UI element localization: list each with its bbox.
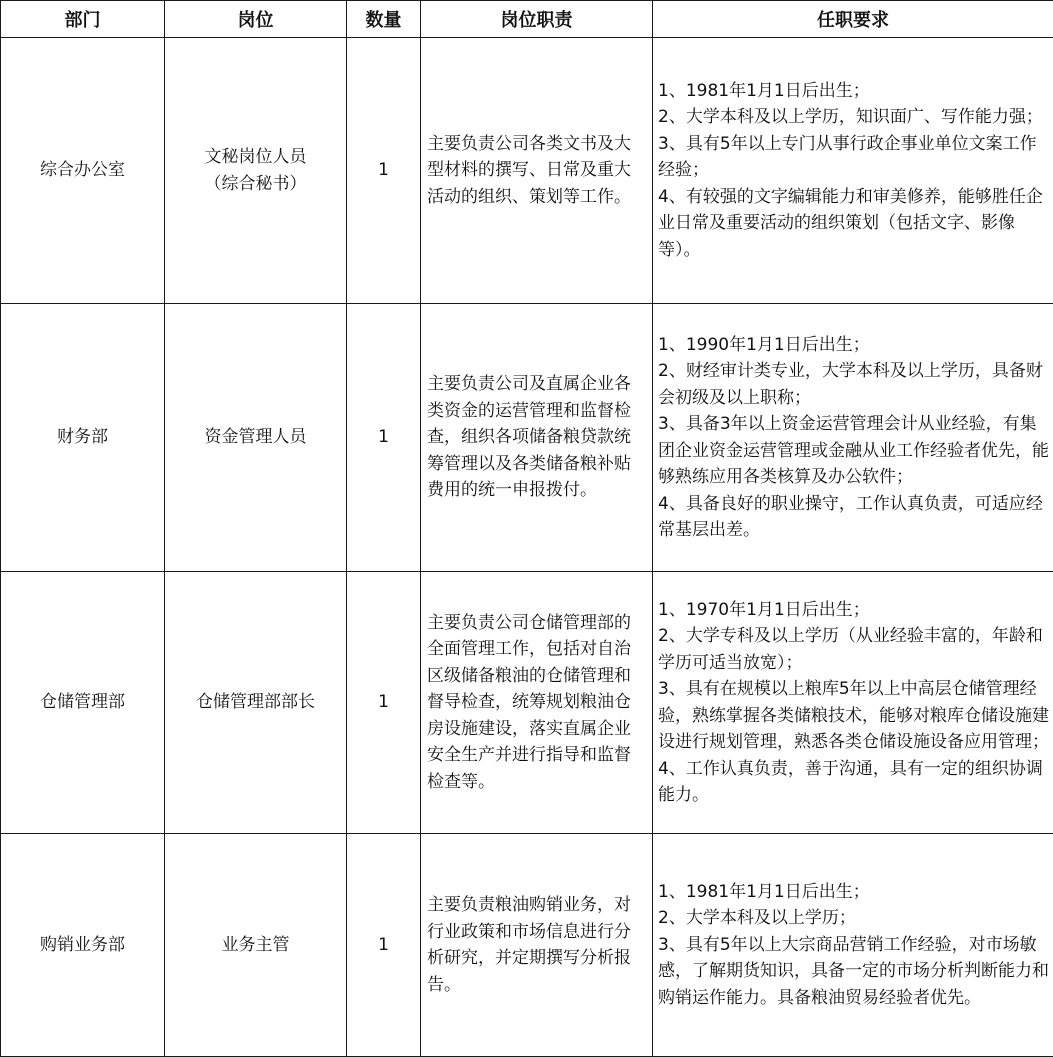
requirement-item: 3、具有在规模以上粮库5年以上中高层仓储管理经验，熟练掌握各类储粮技术，能够对粮库仓储设施建设进行规划管理，熟悉各类仓储设施设备应用管理； [658, 676, 1050, 756]
duties-cell [421, 834, 653, 1057]
position-line: 文秘岗位人员 [165, 144, 346, 171]
requirement-item: 2、大学本科及以上学历； [658, 905, 1050, 932]
requirement-item: 1、1990年1月1日后出生； [658, 332, 1050, 359]
dept-cell: 购销业务部 [1, 834, 165, 1057]
duties-text: 主要负责粮油购销业务，对行业政策和市场信息进行分析研究，并定期撰写分析报告。 [427, 892, 646, 998]
position-cell [165, 304, 347, 572]
table-header [1, 1, 1053, 38]
requirements-cell [653, 834, 1053, 1057]
requirement-item: 1、1981年1月1日后出生； [658, 78, 1050, 105]
requirement-item: 2、大学本科及以上学历，知识面广、写作能力强； [658, 104, 1050, 131]
quantity-cell: 1 [347, 834, 421, 1057]
requirement-item: 4、工作认真负责，善于沟通，具有一定的组织协调能力。 [658, 756, 1050, 809]
requirements-cell [653, 572, 1053, 834]
table-row [1, 304, 1053, 572]
position-cell [165, 572, 347, 834]
table-body [1, 38, 1053, 1057]
requirement-item: 4、有较强的文字编辑能力和审美修养，能够胜任企业日常及重要活动的组织策划（包括文字、影像等）。 [658, 184, 1050, 264]
duties-cell [421, 38, 653, 304]
duties-cell [421, 572, 653, 834]
quantity-cell: 1 [347, 572, 421, 834]
duties-cell [421, 304, 653, 572]
duties-text: 主要负责公司各类文书及大型材料的撰写、日常及重大活动的组织、策划等工作。 [427, 131, 646, 211]
table-row [1, 834, 1053, 1057]
requirement-item: 3、具备3年以上资金运营管理会计从业经验，有集团企业资金运营管理或金融从业工作经验者优先，能够熟练应用各类核算及办公软件； [658, 411, 1050, 491]
position-line: （综合秘书） [165, 171, 346, 198]
dept-cell: 仓储管理部 [1, 572, 165, 834]
requirement-item: 4、具备良好的职业操守，工作认真负责，可适应经常基层出差。 [658, 491, 1050, 544]
quantity-cell: 1 [347, 304, 421, 572]
header-requirements: 任职要求 [653, 1, 1053, 38]
table-row [1, 572, 1053, 834]
position-line: 业务主管 [165, 932, 346, 959]
dept-cell: 综合办公室 [1, 38, 165, 304]
header-row [1, 1, 1053, 38]
requirement-item: 2、大学专科及以上学历（从业经验丰富的，年龄和学历可适当放宽）； [658, 623, 1050, 676]
position-line: 资金管理人员 [165, 424, 346, 451]
requirement-item: 1、1970年1月1日后出生； [658, 597, 1050, 624]
requirements-cell [653, 38, 1053, 304]
header-dept: 部门 [1, 1, 165, 38]
position-cell [165, 38, 347, 304]
quantity-cell: 1 [347, 38, 421, 304]
duties-text: 主要负责公司及直属企业各类资金的运营管理和监督检查，组织各项储备粮贷款统筹管理以及各类储备粮补贴费用的统一申报拨付。 [427, 371, 646, 504]
dept-cell: 财务部 [1, 304, 165, 572]
requirement-item: 3、具有5年以上专门从事行政企事业单位文案工作经验； [658, 131, 1050, 184]
header-quantity: 数量 [347, 1, 421, 38]
header-duties: 岗位职责 [421, 1, 653, 38]
requirement-item: 2、财经审计类专业，大学本科及以上学历，具备财会初级及以上职称； [658, 358, 1050, 411]
requirement-item: 1、1981年1月1日后出生； [658, 879, 1050, 906]
requirement-item: 3、具有5年以上大宗商品营销工作经验，对市场敏感，了解期货知识，具备一定的市场分析判断能力和购销运作能力。具备粮油贸易经验者优先。 [658, 932, 1050, 1012]
position-cell [165, 834, 347, 1057]
duties-text: 主要负责公司仓储管理部的全面管理工作，包括对自治区级储备粮油的仓储管理和督导检查，统筹规划粮油仓房设施建设，落实直属企业安全生产并进行指导和监督检查等。 [427, 610, 646, 796]
position-line: 仓储管理部部长 [165, 689, 346, 716]
table-row [1, 38, 1053, 304]
requirements-cell [653, 304, 1053, 572]
header-position: 岗位 [165, 1, 347, 38]
